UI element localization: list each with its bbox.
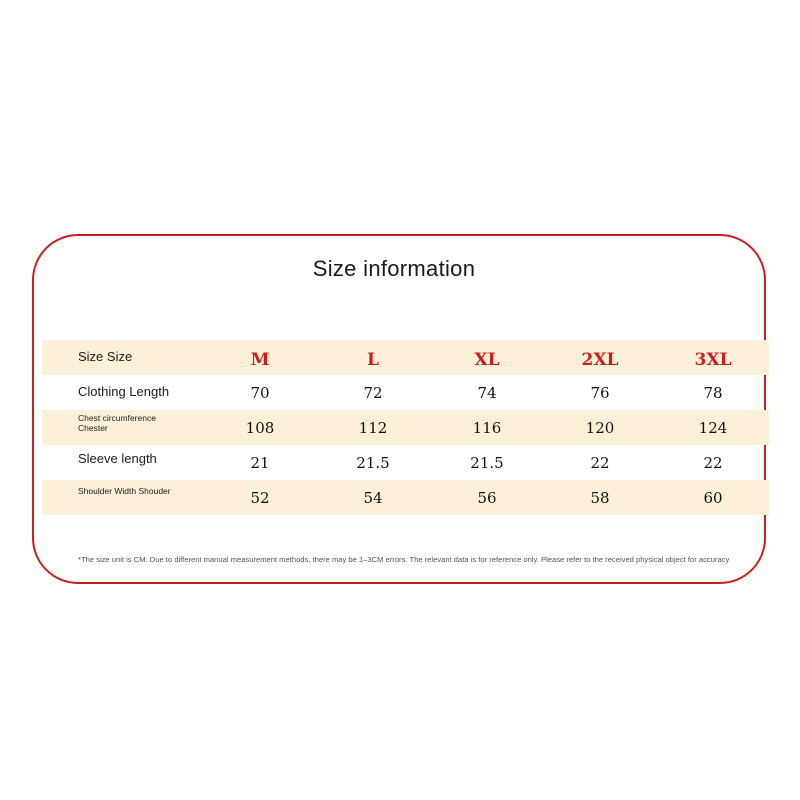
table-cell: 72 — [363, 383, 383, 402]
table-cell: 54 — [363, 488, 383, 507]
row-label: Chest circumference Chester — [78, 413, 156, 433]
size-header-l: L — [367, 349, 379, 370]
table-cell: 21.5 — [356, 453, 390, 472]
table-cell: 60 — [703, 488, 723, 507]
table-header-row — [42, 340, 769, 375]
table-cell: 22 — [590, 453, 610, 472]
row-label: Shoulder Width Shouder — [78, 485, 171, 496]
table-cell: 78 — [703, 383, 723, 402]
table-cell: 112 — [358, 418, 388, 437]
table-cell: 70 — [250, 383, 270, 402]
table-row-clothing-length — [42, 375, 769, 410]
row-label: Clothing Length — [78, 384, 170, 400]
table-cell: 116 — [472, 418, 502, 437]
table-cell: 120 — [585, 418, 615, 437]
size-header-xl: XL — [474, 349, 500, 370]
size-header-m: M — [250, 349, 270, 370]
table-cell: 52 — [250, 488, 270, 507]
table-cell: 124 — [698, 418, 728, 437]
size-header-2xl: 2XL — [581, 349, 619, 370]
chart-title: Size information — [312, 256, 476, 281]
table-cell: 58 — [590, 488, 610, 507]
table-cell: 56 — [477, 488, 497, 507]
row-label: Sleeve length — [78, 451, 157, 467]
table-cell: 74 — [477, 383, 497, 402]
measurement-note: *The size unit is CM. Due to different manual measurement methods, there may be 1–3CM errors. The relevant data is for reference only. Please refer to the received physical object for accuracy — [78, 555, 730, 564]
table-row-chest — [42, 410, 769, 445]
table-cell: 21.5 — [470, 453, 504, 472]
size-table — [42, 340, 769, 515]
header-label: Size Size — [78, 349, 133, 365]
table-cell: 76 — [590, 383, 610, 402]
table-cell: 22 — [703, 453, 723, 472]
size-header-3xl: 3XL — [694, 349, 732, 370]
table-row-shoulder-width — [42, 480, 769, 515]
table-cell: 21 — [250, 453, 270, 472]
table-cell: 108 — [245, 418, 275, 437]
